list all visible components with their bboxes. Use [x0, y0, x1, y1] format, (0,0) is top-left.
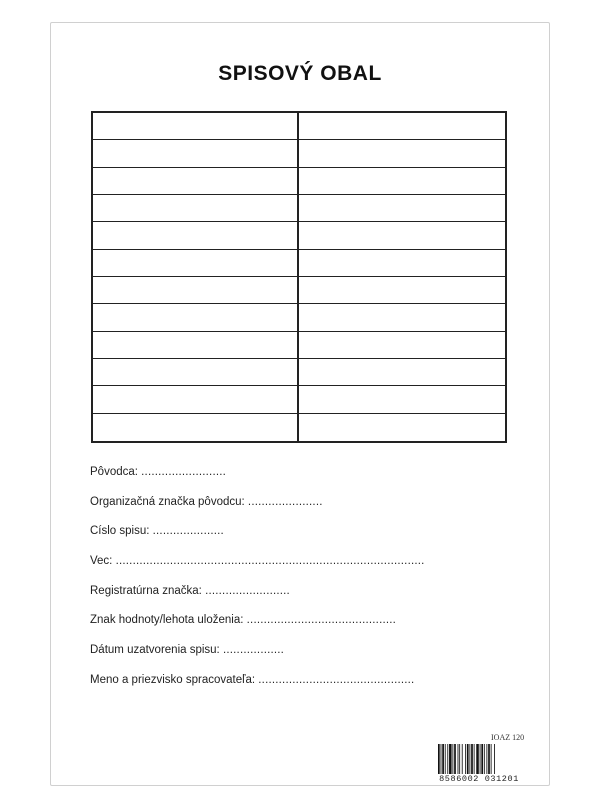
- barcode-bar: [469, 744, 470, 774]
- table-cell: [299, 250, 505, 277]
- table-cell: [299, 414, 505, 441]
- barcode-bar: [471, 744, 473, 774]
- table-cell: [93, 168, 299, 195]
- barcode-bar: [459, 744, 460, 774]
- table-cell: [299, 359, 505, 386]
- barcode-number: 8586002 031201: [439, 774, 519, 784]
- barcode-bar: [452, 744, 453, 774]
- barcode-bar: [442, 744, 444, 774]
- form-fields: [90, 466, 510, 704]
- field-label: Číslo spisu:: [90, 525, 150, 538]
- barcode-bar: [481, 744, 483, 774]
- table-cell: [93, 195, 299, 222]
- table-cell: [93, 140, 299, 167]
- form-table: [91, 111, 507, 443]
- field-meno-spracovatela: [90, 674, 510, 704]
- barcode-bar: [484, 744, 485, 774]
- field-label: Organizačná značka pôvodcu:: [90, 495, 245, 508]
- field-label: Vec:: [90, 555, 113, 568]
- field-label: Znak hodnoty/lehota uloženia:: [90, 614, 244, 627]
- field-label: Registratúrna značka:: [90, 584, 202, 597]
- barcode-bar: [445, 744, 446, 774]
- table-cell: [299, 386, 505, 413]
- barcode-bar: [441, 744, 442, 774]
- table-cell: [93, 113, 299, 140]
- barcode-bar: [494, 744, 495, 774]
- barcode-bar: [438, 744, 440, 774]
- field-registraturna-znacka: [90, 585, 510, 615]
- field-fill-line: ..............................................: [258, 673, 415, 686]
- table-cell: [93, 414, 299, 441]
- field-label: Pôvodca:: [90, 466, 138, 478]
- barcode: [438, 744, 518, 774]
- field-fill-line: .....................: [152, 525, 224, 538]
- field-povodca: [90, 466, 510, 496]
- field-datum-uzatvorenia: [90, 644, 510, 674]
- table-cell: [299, 140, 505, 167]
- table-cell: [93, 359, 299, 386]
- barcode-bar: [480, 744, 481, 774]
- table-cell: [93, 222, 299, 249]
- table-cell: [299, 113, 505, 140]
- barcode-bar: [486, 744, 487, 774]
- field-fill-line: ............................................: [246, 614, 397, 627]
- table-cell: [93, 250, 299, 277]
- barcode-bar: [467, 744, 469, 774]
- table-cell: [299, 222, 505, 249]
- barcode-bar: [462, 744, 463, 774]
- field-fill-line: ......................: [247, 495, 323, 508]
- field-label: Meno a priezvisko spracovateľa:: [90, 673, 256, 686]
- table-cell: [299, 168, 505, 195]
- form-code: IOAZ 120: [491, 733, 525, 742]
- barcode-bar: [465, 744, 466, 774]
- field-fill-line: .........................: [205, 584, 290, 597]
- barcode-bar: [474, 744, 475, 774]
- barcode-bar: [476, 744, 479, 774]
- field-organizacna-znacka: [90, 496, 510, 526]
- table-cell: [93, 386, 299, 413]
- barcode-bar: [449, 744, 452, 774]
- field-label: Dátum uzatvorenia spisu:: [90, 644, 220, 657]
- table-cell: [299, 332, 505, 359]
- field-fill-line: ..................: [222, 644, 285, 657]
- table-cell: [93, 332, 299, 359]
- table-cell: [299, 304, 505, 331]
- table-cell: [93, 277, 299, 304]
- barcode-bar: [488, 744, 490, 774]
- table-cell: [299, 195, 505, 222]
- barcode-bar: [454, 744, 456, 774]
- barcode-bar: [491, 744, 492, 774]
- field-fill-line: ...........................................................................................: [115, 555, 425, 568]
- page-title: SPISOVÝ OBAL: [218, 62, 382, 85]
- barcode-bar: [447, 744, 448, 774]
- field-vec: [90, 555, 510, 585]
- table-cell: [299, 277, 505, 304]
- table-cell: [93, 304, 299, 331]
- barcode-bar: [458, 744, 459, 774]
- field-cislo-spisu: [90, 525, 510, 555]
- field-fill-line: .........................: [141, 466, 227, 478]
- field-znak-hodnoty: [90, 614, 510, 644]
